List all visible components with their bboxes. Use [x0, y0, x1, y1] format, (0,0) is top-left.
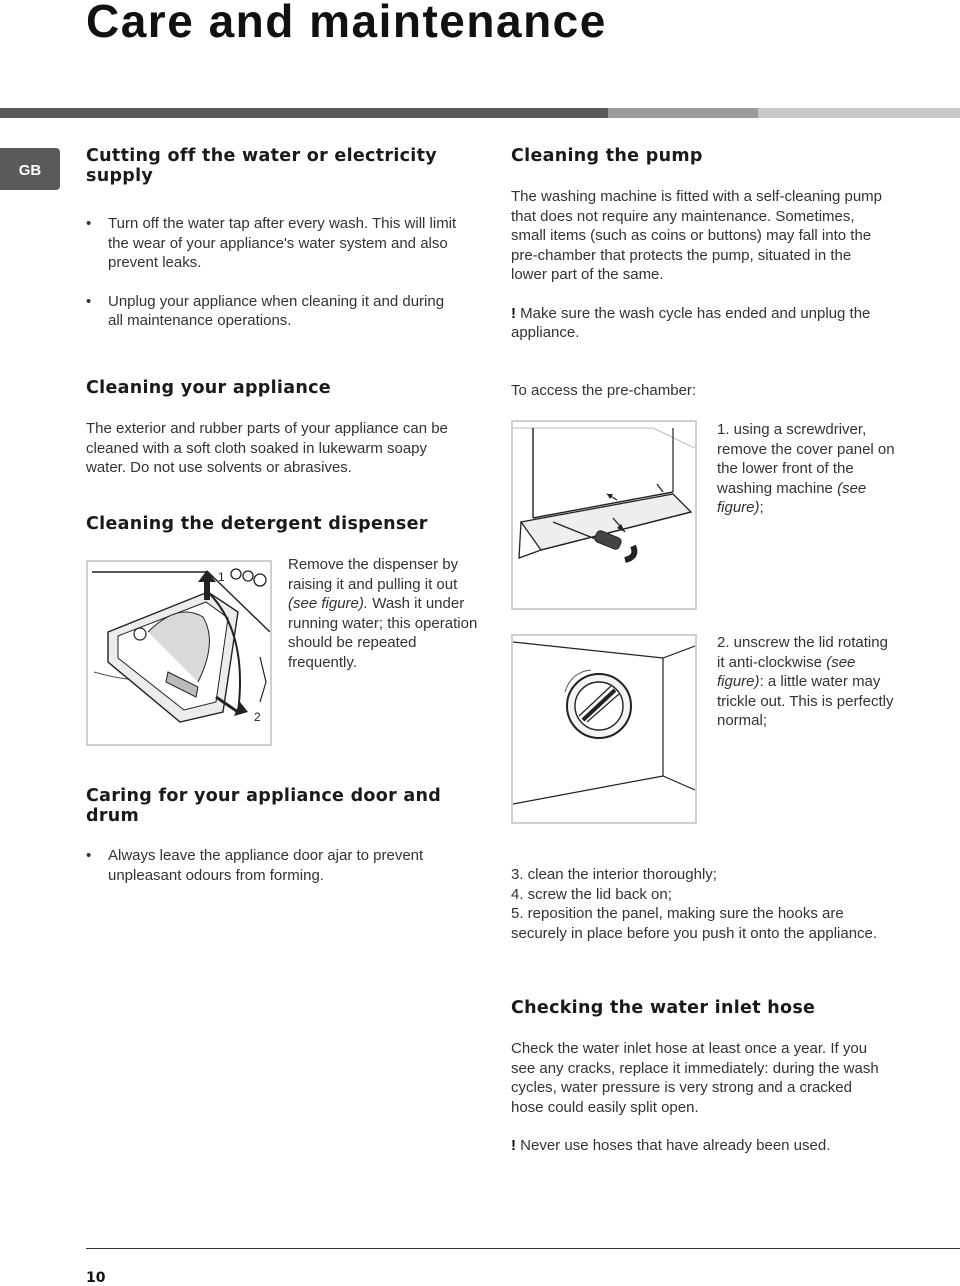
detergent-text-main: Remove the dispenser by raising it and pulling it out	[288, 556, 459, 593]
footer-rule	[86, 1248, 960, 1249]
pump-access-text: To access the pre-chamber:	[511, 382, 697, 399]
door-list	[86, 846, 466, 885]
figure-label-1: 1	[218, 570, 225, 584]
list-item: • Always leave the appliance door ajar to prevent unpleasant odours from forming.	[86, 846, 466, 885]
lid-unscrew-figure	[511, 634, 697, 824]
section-cleaning-appliance	[86, 378, 460, 478]
warning-mark: !	[511, 1137, 516, 1154]
list-item: • Turn off the water tap after every wash. This will limit the wear of your appliance's water system and also prevent leaks.	[86, 214, 458, 273]
pump-warning	[511, 304, 883, 343]
step-2-italic: (see figure)	[717, 653, 856, 690]
hose-warning	[511, 1136, 883, 1156]
heading-detergent-dispenser: Cleaning the detergent dispenser	[86, 514, 428, 534]
step-2-end: : a little water may trickle out. This is perfectly normal;	[717, 673, 894, 729]
header-bar-light	[758, 108, 960, 118]
step-2-text: 2. unscrew the lid rotating it anti-clockwise	[717, 634, 888, 671]
detergent-text-2: Wash it under running water; this operation should be repeated frequently.	[288, 595, 478, 671]
page-title: Care and maintenance	[86, 0, 607, 47]
detergent-text	[288, 555, 478, 672]
step-1-text: 1. using a screwdriver, remove the cover panel on the lower front of the washing machine	[717, 421, 895, 497]
country-tab: GB	[0, 148, 60, 190]
section-cutting-supply	[86, 146, 458, 331]
header-bar-dark	[0, 108, 608, 118]
list-item: • Unplug your appliance when cleaning it and during all maintenance operations.	[86, 292, 458, 331]
dispenser-figure	[86, 560, 272, 746]
pump-warning-text: Make sure the wash cycle has ended and unplug the appliance.	[511, 304, 871, 341]
hose-warning-text: Never use hoses that have already been used.	[516, 1137, 831, 1154]
page-number: 10	[86, 1270, 106, 1286]
pump-step-1	[717, 420, 897, 518]
heading-inlet-hose: Checking the water inlet hose	[511, 998, 816, 1018]
panel-removal-figure	[511, 420, 697, 610]
pump-step-5: 5. reposition the panel, making sure the hooks are securely in place before you push it onto the appliance.	[511, 905, 878, 942]
header-bar-mid	[608, 108, 758, 118]
hose-body: Check the water inlet hose at least once a year. If you see any cracks, replace it immediately: during the wash cycles, water pressure is very strong and a cracked hose could easily split open.	[511, 1040, 879, 1116]
heading-door-drum: Caring for your appliance door and drum	[86, 786, 442, 826]
pump-steps-3-5	[511, 865, 883, 943]
figure-label-2: 2	[254, 710, 261, 724]
heading-cleaning-appliance: Cleaning your appliance	[86, 378, 331, 398]
pump-step-3: 3. clean the interior thoroughly;	[511, 866, 717, 883]
cutting-list	[86, 214, 458, 331]
heading-cutting-supply: Cutting off the water or electricity supply	[86, 146, 437, 186]
detergent-text-italic: (see figure).	[288, 595, 369, 612]
step-1-italic: (see figure)	[717, 479, 867, 516]
section-door-drum	[86, 786, 466, 885]
pump-step-4: 4. screw the lid back on;	[511, 885, 672, 903]
pump-step-2	[717, 633, 897, 731]
heading-cleaning-pump: Cleaning the pump	[511, 146, 703, 166]
cleaning-appliance-body: The exterior and rubber parts of your appliance can be cleaned with a soft cloth soaked in lukewarm soapy water. Do not use solvents or abrasives.	[86, 420, 448, 476]
pump-body: The washing machine is fitted with a self-cleaning pump that does not require any maintenance. Sometimes, small items (such as coins or buttons) may fall into the pre-chamber that protects the pump, situated in the lower part of the same.	[511, 188, 883, 283]
section-cleaning-pump	[511, 146, 883, 343]
step-1-end: ;	[759, 499, 764, 516]
warning-mark: !	[511, 304, 516, 322]
section-inlet-hose	[511, 998, 883, 1156]
